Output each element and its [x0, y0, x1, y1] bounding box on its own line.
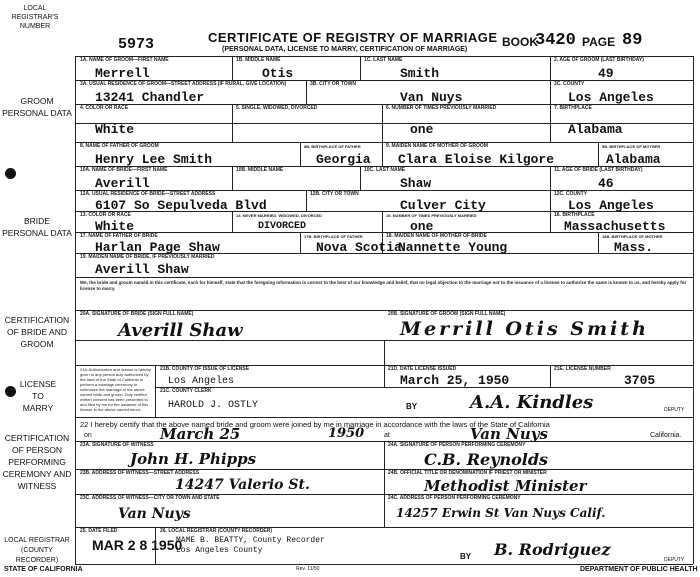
local-registrar-label: LOCAL REGISTRAR'S NUMBER: [11, 5, 59, 30]
footer-state: STATE OF CALIFORNIA: [4, 566, 83, 573]
bride-father-birthplace: Nova Scotia: [316, 240, 402, 255]
label-10b: 10B. MIDDLE NAME: [236, 167, 284, 173]
groom-father: Henry Lee Smith: [95, 152, 213, 167]
label-18b: 18B. BIRTHPLACE OF MOTHER: [602, 234, 663, 239]
certificate-subtitle: (PERSONAL DATA, LICENSE TO MARRY, CERTIFICATION OF MARRIAGE): [222, 46, 468, 53]
label-17b: 17B. BIRTHPLACE OF FATHER: [304, 234, 363, 239]
bride-signature: Averill Shaw: [118, 320, 243, 341]
groom-signature: Merrill Otis Smith: [400, 318, 649, 340]
label-12a: 12A. USUAL RESIDENCE OF BRIDE—STREET ADDRESS: [80, 191, 216, 197]
label-2: 2. AGE OF GROOM (LAST BIRTHDAY): [554, 57, 644, 63]
label-9: 9. MAIDEN NAME OF MOTHER OF GROOM: [386, 143, 488, 149]
license-number: 3705: [624, 373, 656, 388]
registrar-name: MAME B. BEATTY, County Recorder: [176, 536, 325, 545]
cert-person-label: CERTIFICATION OF PERSON PERFORMING CEREMONY AND WITNESS: [2, 433, 72, 491]
officiant-title: Methodist Minister: [424, 477, 587, 495]
label-23c: 23C. ADDRESS OF WITNESS—CITY OR TOWN AND STATE: [80, 495, 220, 501]
applicant-statement: We, the bride and groom named in this certificate, each for himself, state that the foregoing information is correct to the best of our knowledge and belief, that no legal objection to the marriage nor to the issuance of a license to authorize the same is known to us, and hereby apply for license to marry.: [80, 280, 687, 291]
officiant-signature: C.B. Reynolds: [424, 450, 549, 469]
bride-first-name: Averill: [95, 176, 150, 191]
groom-first-name: Merrell: [95, 66, 150, 81]
license-label: LICENSE TO MARRY: [19, 379, 57, 413]
groom-mother: Clara Eloise Kilgore: [398, 152, 555, 167]
ceremony-state: California.: [650, 432, 682, 439]
license-authorization: 21a. Authorization and license is hereby given to any person duly authorized by the laws of the State of California to perform a marriage ceremony to solemnize the marriage of the above named bride and groom. Duly verified written consent has been presented to and filed by me for the issuance of this license to the above named minor.: [80, 367, 151, 412]
groom-birthplace: Alabama: [568, 122, 623, 137]
label-16: 16. BIRTHPLACE: [554, 212, 595, 218]
label-23a: 23A. SIGNATURE OF WITNESS: [80, 442, 154, 448]
clerk-by-label: BY: [406, 402, 418, 411]
bride-father: Harlan Page Shaw: [95, 240, 220, 255]
groom-last-name: Smith: [400, 66, 440, 81]
witness-signature: John H. Phipps: [130, 450, 257, 468]
bride-last-name: Shaw: [400, 176, 432, 191]
label-19: 19. MAIDEN NAME OF BRIDE, IF PREVIOUSLY MARRIED: [80, 254, 215, 260]
groom-age: 49: [598, 66, 614, 81]
label-8b: 8B. BIRTHPLACE OF FATHER: [304, 144, 361, 149]
punch-hole: [5, 386, 16, 397]
ceremony-year: 1950: [328, 426, 365, 441]
bride-city: Culver City: [400, 198, 486, 213]
groom-mother-birthplace: Alabama: [606, 152, 661, 167]
bride-maiden-name: Averill Shaw: [95, 262, 189, 277]
bride-county: Los Angeles: [568, 198, 654, 213]
label-3b: 3B. CITY OR TOWN: [310, 81, 356, 87]
label-24a: 24A. SIGNATURE OF PERSON PERFORMING CEREMONY: [388, 442, 526, 448]
label-10a: 10A. NAME OF BRIDE—FIRST NAME: [80, 167, 168, 173]
label-12b: 12B. CITY OR TOWN: [310, 191, 359, 197]
ceremony-place: Van Nuys: [470, 425, 548, 443]
ceremony-day: March 25: [160, 425, 241, 443]
footer-department: DEPARTMENT OF PUBLIC HEALTH: [580, 566, 698, 573]
label-5: 5. SINGLE, WIDOWED, DIVORCED: [236, 105, 318, 111]
groom-county: Los Angeles: [568, 90, 654, 105]
label-23b: 23B. ADDRESS OF WITNESS—STREET ADDRESS: [80, 470, 200, 476]
bride-birthplace: Massachusetts: [564, 219, 666, 234]
label-18: 18. MAIDEN NAME OF MOTHER OF BRIDE: [386, 233, 487, 239]
groom-city: Van Nuys: [400, 90, 463, 105]
registrar-county: Los Angeles County: [176, 546, 263, 555]
label-21d: 21D. DATE LICENSE ISSUED: [388, 366, 457, 372]
county-clerk: HAROLD J. OSTLY: [168, 400, 259, 411]
certificate-title: CERTIFICATE OF REGISTRY OF MARRIAGE: [208, 30, 498, 45]
label-10c: 10C. LAST NAME: [364, 167, 406, 173]
bride-section-label: BRIDE PERSONAL DATA: [2, 216, 72, 238]
label-1a: 1A. NAME OF GROOM—FIRST NAME: [80, 57, 169, 63]
book-number: 3420: [535, 31, 576, 50]
ceremony-on-label: on: [84, 432, 92, 439]
witness-street: 14247 Valerio St.: [175, 477, 310, 493]
bride-times-married: one: [410, 219, 434, 234]
punch-hole: [5, 168, 16, 179]
ceremony-at-label: at: [384, 432, 390, 439]
label-17: 17. NAME OF FATHER OF BRIDE: [80, 233, 158, 239]
bride-mother: Nannette Young: [398, 240, 508, 255]
label-21e: 21E. LICENSE NUMBER: [554, 366, 611, 372]
local-registrar-section-label: LOCAL REGISTRAR (COUNTY RECORDER): [4, 537, 70, 564]
local-registrar-number: 5973: [118, 36, 155, 53]
page-number: 89: [622, 31, 643, 50]
label-21b: 21B. COUNTY OF ISSUE OF LICENSE: [160, 366, 250, 372]
groom-street: 13241 Chandler: [95, 90, 205, 105]
label-21c: 21C. COUNTY CLERK: [160, 388, 212, 394]
label-13: 13. COLOR OR RACE: [80, 212, 131, 218]
footer-form: Rev. 11/50: [296, 566, 320, 572]
label-12c: 12C. COUNTY: [554, 191, 588, 197]
label-9b: 9B. BIRTHPLACE OF MOTHER: [602, 144, 661, 149]
bride-marital-status: DIVORCED: [258, 221, 307, 232]
license-date: March 25, 1950: [400, 373, 510, 388]
label-4: 4. COLOR OR RACE: [80, 105, 129, 111]
label-8: 8. NAME OF FATHER OF GROOM: [80, 143, 159, 149]
label-1c: 1C. LAST NAME: [364, 57, 403, 63]
label-7: 7. BIRTHPLACE: [554, 105, 592, 111]
registrar-by-label: BY: [460, 552, 472, 561]
groom-times-married: one: [410, 122, 434, 137]
groom-race: White: [95, 122, 135, 137]
officiant-address: 14257 Erwin St Van Nuys Calif.: [396, 506, 606, 520]
label-25: 25. DATE FILED: [80, 528, 118, 534]
bride-mother-birthplace: Mass.: [614, 240, 654, 255]
book-label: BOOK: [502, 35, 538, 49]
label-3c: 3C. COUNTY: [554, 81, 585, 87]
bride-age: 46: [598, 176, 614, 191]
registrar-signature: B. Rodriguez: [494, 540, 611, 559]
label-24c: 24C. ADDRESS OF PERSON PERFORMING CEREMONY: [388, 495, 521, 501]
cert-bride-groom-label: CERTIFICATION OF BRIDE AND GROOM: [4, 315, 70, 349]
groom-father-birthplace: Georgia: [316, 152, 371, 167]
label-14: 14. NEVER MARRIED, WIDOWED, DIVORCED: [236, 213, 323, 218]
page-label: PAGE: [582, 35, 616, 49]
ceremony-statement: 22 I hereby certify that the above named bride and groom were joined by me in marriage in accordance with the laws of the State of California: [80, 420, 550, 429]
bride-race: White: [95, 219, 135, 234]
groom-section-label: GROOM PERSONAL DATA: [2, 96, 72, 118]
label-11: 11. AGE OF BRIDE (LAST BIRTHDAY): [554, 167, 643, 173]
date-filed: MAR 2 8 1950: [92, 537, 183, 553]
bride-street: 6107 So Sepulveda Blvd: [95, 198, 267, 213]
label-6: 6. NUMBER OF TIMES PREVIOUSLY MARRIED: [386, 105, 497, 111]
clerk-deputy-label: DEPUTY: [664, 407, 685, 413]
label-20b: 20B. SIGNATURE OF GROOM (SIGN FULL NAME): [388, 311, 506, 317]
license-county: Los Angeles: [168, 376, 235, 387]
label-15: 15. NUMBER OF TIMES PREVIOUSLY MARRIED: [386, 213, 477, 218]
label-20a: 20A. SIGNATURE OF BRIDE (SIGN FULL NAME): [80, 311, 194, 317]
label-3a: 3A. USUAL RESIDENCE OF GROOM—STREET ADDRESS (IF RURAL, GIVE LOCATION): [80, 81, 287, 87]
label-26: 26. LOCAL REGISTRAR (COUNTY RECORDER): [160, 528, 273, 534]
witness-city: Van Nuys: [118, 506, 191, 522]
registrar-deputy-label: DEPUTY: [664, 557, 685, 563]
clerk-signature: A.A. Kindles: [470, 392, 594, 413]
label-24b: 24B. OFFICIAL TITLE OR DENOMINATION IF PRIEST OR MINISTER: [388, 470, 547, 476]
label-1b: 1B. MIDDLE NAME: [236, 57, 281, 63]
groom-middle-name: Otis: [262, 66, 294, 81]
